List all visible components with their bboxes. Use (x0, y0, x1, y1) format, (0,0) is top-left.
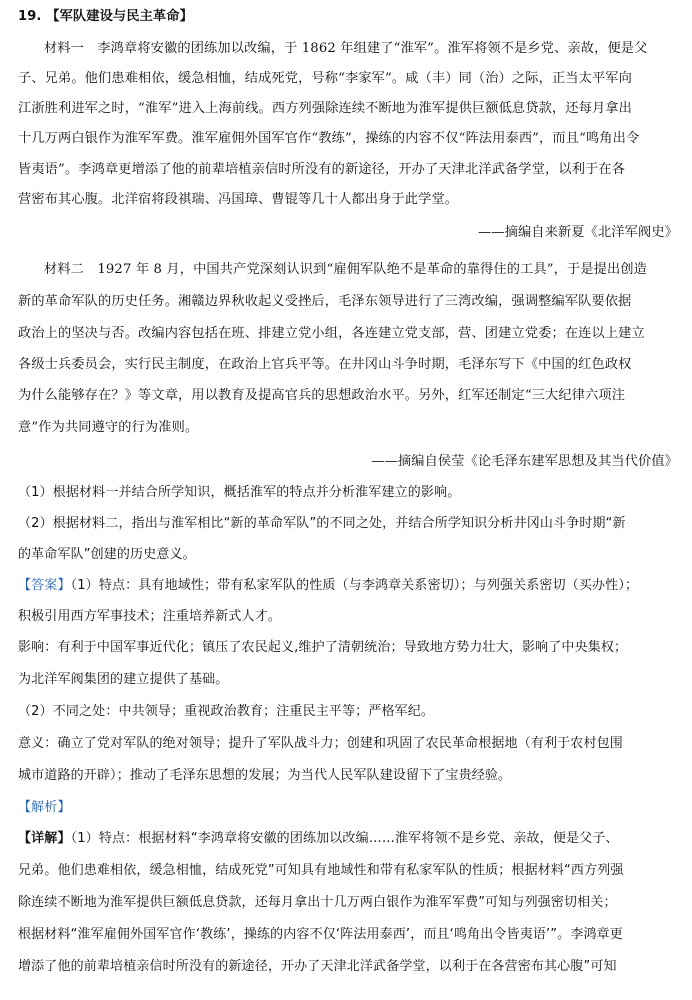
material1-line: 江浙胜利进军之时，“淮军”进入上海前线。西方列强除连续不断地为淮军提供巨额低息贷款，还每月拿出 (18, 101, 632, 116)
answer-label: 【答案】 (18, 578, 71, 593)
analysis-line: 增添了他的前辈培植亲信时所没有的新途径，开办了天津北洋武备学堂，以利于在各营密布其心腹”可知 (18, 959, 617, 974)
material1-source: ——摘编自来新夏《北洋军阀史》 (477, 225, 678, 240)
answer-line: 意义：确立了党对军队的绝对领导；提升了军队战斗力；创建和巩固了农民革命根据地（有利于农村包围 (18, 736, 623, 751)
material2-line: 为什么能够存在？》等文章，用以教育及提高官兵的思想政治水平。另外，红军还制定“三大纪律六项注 (18, 388, 626, 403)
answer-line: 积极引用西方军事技术；注重培养新式人才。 (18, 609, 282, 624)
material2-line: 材料二 1927 年 8 月，中国共产党深刻认识到“雇佣军队绝不是革命的靠得住的工具”，于是提出创造 (44, 262, 648, 277)
analysis-line: 兄弟。他们患难相依，缓急相恤，结成死党”可知具有地域性和带有私家军队的性质；根据材料“西方列强 (18, 863, 624, 878)
question-number: 19. (18, 9, 42, 24)
material1-line: 材料一 李鸿章将安徽的团练加以改编，于 1862 年组建了“淮军”。淮军将领不是乡党、亲故，便是父 (44, 41, 648, 56)
material2-line: 新的革命军队的历史任务。湘赣边界秋收起义受挫后，毛泽东领导进行了三湾改编，强调整编军队要依据 (18, 294, 632, 309)
material2-line: 政治上的坚决与否。改编内容包括在班、排建立党小组，各连建立党支部，营、团建立党委；在连以上建立 (18, 326, 645, 341)
question-title: 【军队建设与民主革命】 (46, 9, 193, 24)
material2-source: ——摘编自侯莹《论毛泽东建军思想及其当代价值》 (371, 454, 678, 469)
material1-line: 皆夷语”。李鸿章更增添了他的前辈培植亲信时所没有的新途径，开办了天津北洋武备学堂，以利于在各 (18, 162, 626, 177)
answer-text: （1）特点：具有地域性；带有私家军队的性质（与李鸿章关系密切）；与列强关系密切（买办性）； (70, 578, 639, 593)
sub-question-1: （1）根据材料一并结合所学知识，概括淮军的特点并分析淮军建立的影响。 (18, 485, 461, 500)
answer-line: 城市道路的开辟）；推动了毛泽东思想的发展；为当代人民军队建设留下了宝贵经验。 (18, 768, 512, 783)
analysis-line (18, 829, 678, 849)
answer-line (18, 576, 678, 596)
analysis-heading (18, 798, 678, 818)
material1-line: 子、兄弟。他们患难相依，缓急相恤，结成死党，号称“李家军”。咸（丰）同（治）之际，正当太平军向 (18, 71, 632, 86)
analysis-line: 根据材料“淮军雇佣外国军官作‘教练’，操练的内容不仅‘阵法用泰西’，而且‘鸣角出令皆夷语’”。李鸿章更 (18, 927, 623, 942)
material1-line: 营密布其心腹。北洋宿将段祺瑞、冯国璋、曹锟等几十人都出身于此学堂。 (18, 192, 459, 207)
answer-line: 影响：有利于中国军事近代化；镇压了农民起义,维护了清朝统治；导致地方势力壮大，影响了中央集权； (18, 640, 628, 655)
question-heading (18, 7, 678, 27)
material2-line: 各级士兵委员会，实行民主制度，在政治上官兵平等。在井冈山斗争时期，毛泽东写下《中国的红色政权 (18, 357, 632, 372)
material1-line: 十几万两白银作为淮军军费。淮军雇佣外国军官作“教练”，操练的内容不仅“阵法用泰西”，而且“鸣角出令 (18, 131, 640, 146)
sub-question-2-line: 的革命军队”创建的历史意义。 (18, 547, 196, 562)
answer-line: 为北洋军阀集团的建立提供了基础。 (18, 672, 229, 687)
analysis-text: （1）特点：根据材料“李鸿章将安徽的团练加以改编……淮军将领不是乡党、亲故，便是父子、 (70, 831, 619, 846)
material2-line: 意”作为共同遵守的行为准则。 (18, 420, 199, 435)
analysis-line: 除连续不断地为淮军提供巨额低息贷款，还每月拿出十几万两白银作为淮军军费”可知与列强密切相关； (18, 895, 617, 910)
detail-label: 【详解】 (18, 831, 71, 846)
sub-question-2-line: （2）根据材料二，指出与淮军相比“新的革命军队”的不同之处，并结合所学知识分析井冈山斗争时期“新 (18, 516, 626, 531)
answer-line: （2）不同之处：中共领导；重视政治教育；注重民主平等；严格军纪。 (18, 704, 435, 719)
analysis-label: 【解析】 (18, 800, 71, 815)
